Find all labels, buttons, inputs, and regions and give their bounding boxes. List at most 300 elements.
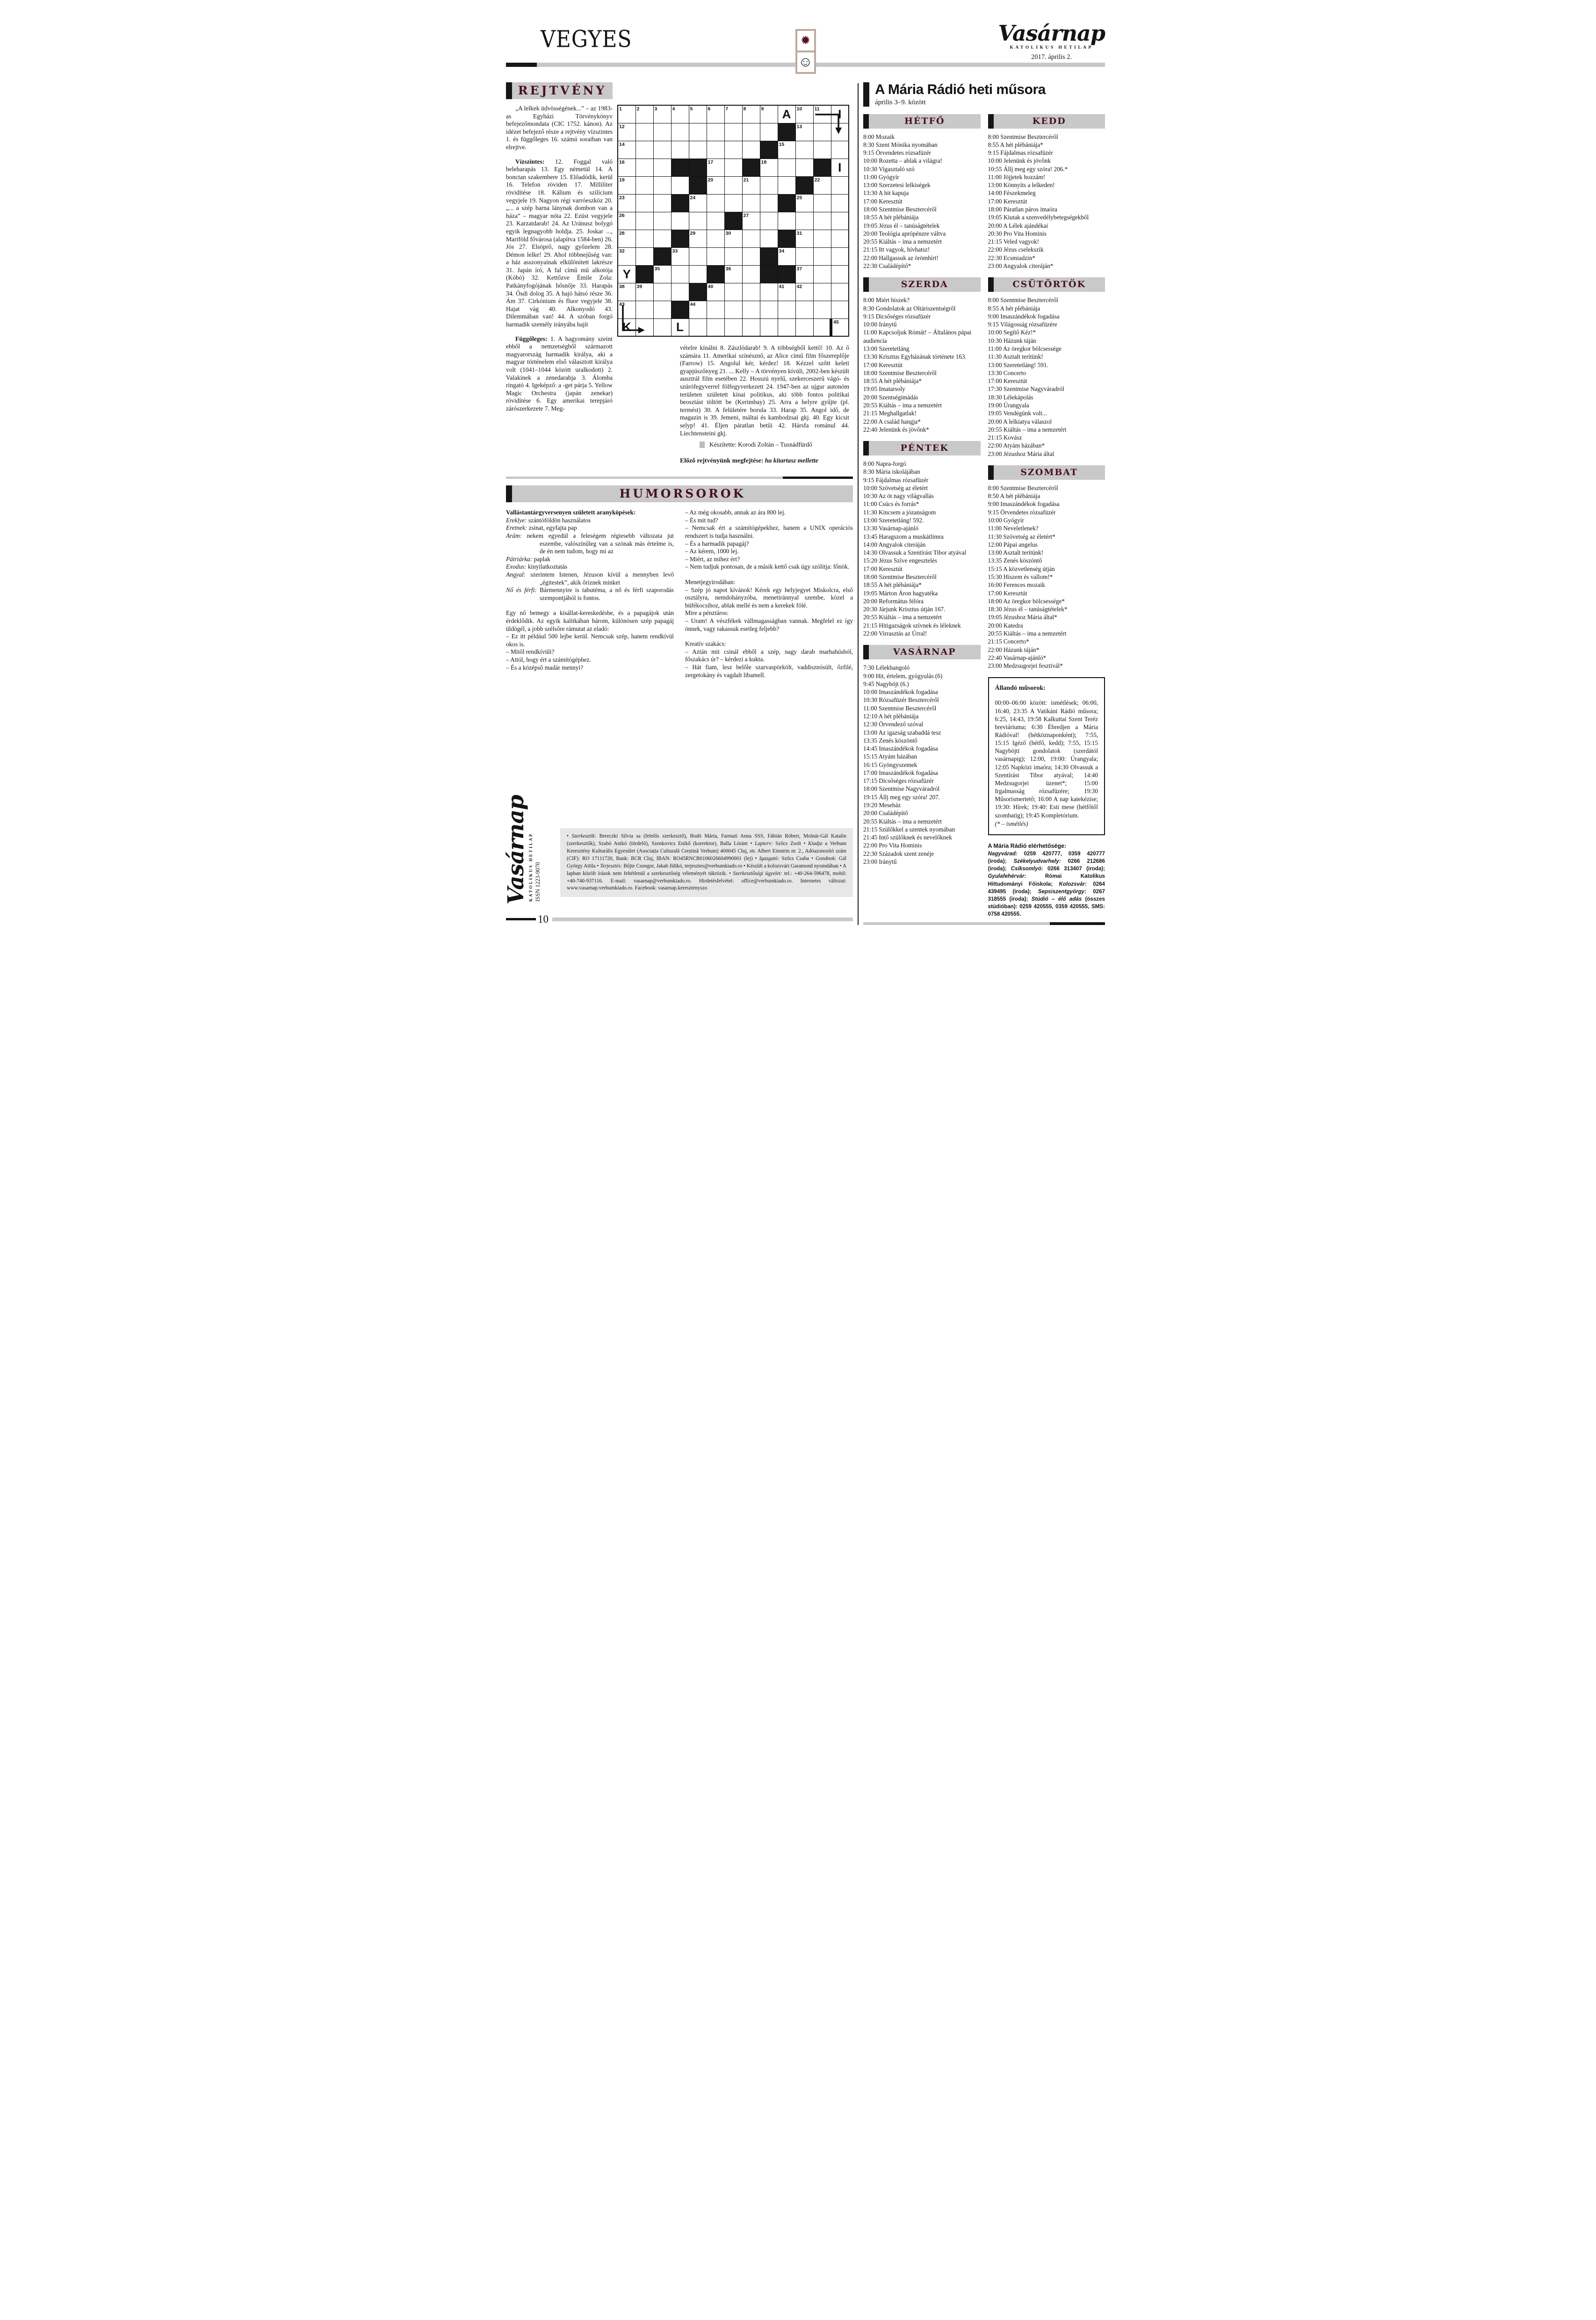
- cell-number: 15: [779, 141, 785, 147]
- cell-letter: L: [676, 320, 684, 334]
- crossword-cell: [724, 230, 742, 247]
- paragraph: [685, 664, 853, 679]
- humor-columns: [506, 509, 853, 679]
- crossword-black-cell: [760, 247, 778, 265]
- rejtveny-body: [506, 105, 853, 464]
- day-name: SZERDA: [901, 279, 948, 290]
- crossword-cell: [831, 141, 849, 159]
- crossword-cell: [742, 301, 760, 318]
- crossword-row: [618, 123, 849, 141]
- crossword-black-cell: [689, 176, 707, 194]
- crossword-row: [618, 212, 849, 230]
- radio-subtitle: április 3–9. között: [875, 98, 926, 106]
- day-name: HÉTFŐ: [904, 116, 945, 126]
- crossword-cell: [618, 141, 636, 159]
- schedule-item: 23:00 Iránytű: [863, 858, 897, 865]
- crossword-cell: [724, 194, 742, 212]
- crossword-row: [618, 301, 849, 318]
- schedule-item: 21:15 Kovász: [988, 434, 1022, 441]
- crossword-cell: [742, 176, 760, 194]
- crossword-cell: [813, 318, 831, 336]
- crossword-black-cell: [778, 194, 795, 212]
- cell-number: 25: [796, 195, 802, 201]
- text-run: Exodus:: [506, 563, 527, 571]
- crossword-cell: [689, 105, 707, 123]
- crossword-cell: [742, 141, 760, 159]
- page-number: 10: [538, 913, 549, 925]
- crossword-cell: [742, 230, 760, 247]
- crossword-row: [618, 141, 849, 159]
- crossword-cell: [760, 318, 778, 336]
- crossword-cell: [831, 318, 849, 336]
- crossword-black-cell: [742, 159, 760, 176]
- crossword-cell: [760, 194, 778, 212]
- schedule-item: 9:00 Hit, értelem, gyógyulás (6): [863, 672, 943, 679]
- page-number-dash: [506, 918, 536, 920]
- crossword-cell: [742, 283, 760, 301]
- crossword-cell: [778, 301, 795, 318]
- header-accent-bar: [506, 82, 512, 99]
- crossword-cell: [778, 159, 795, 176]
- cell-number: 29: [690, 230, 696, 236]
- crossword-cell: [636, 301, 653, 318]
- schedule-item: 15:15 A közvetlenség útján: [988, 565, 1055, 572]
- schedule-item: 13:35 Zenés köszöntő: [863, 737, 917, 744]
- crossword-cell: [636, 141, 653, 159]
- header-accent-bar: [988, 277, 994, 292]
- schedule-item: 18:00 Szentmise Besztercéről: [863, 369, 937, 376]
- solution-label: Előző rejtvényünk megfejtése:: [680, 457, 765, 464]
- text-run: zsinat, egyfajta pap: [527, 524, 577, 532]
- schedule-item: 20:55 Kiáltás – ima a nemzetért: [863, 614, 942, 621]
- separator-gray: [506, 477, 783, 479]
- crossword-cell: [742, 212, 760, 230]
- clues-continued: [680, 344, 849, 437]
- byline-square-icon: [700, 441, 705, 448]
- schedule-item: 8:00 Szentmise Besztercéről: [988, 296, 1058, 304]
- text-run: Vízszintes:: [515, 158, 555, 165]
- crossword-cell: [689, 212, 707, 230]
- text-run: a Verbum Keresztény Kulturális Egyesület (Asociația Culturală Creștină Verbum) 400045 Cluj, str. Albert Einstein nr. 2., Adóazonosító szám (CIF): RO 17111720, Bank: BCR Cluj, IBAN: RO45RNCB0106026604990001 (lej) •: [567, 840, 847, 861]
- crossword-cell: [653, 265, 671, 283]
- schedule-item: 11:00 Kapcsoljuk Rómát! – Általános pápai audiencia: [863, 329, 972, 344]
- schedule-item: 22:40 Jelenünk és jövőnk*: [863, 426, 930, 433]
- cell-number: 9: [761, 106, 764, 112]
- schedule-item: 18:00 Páratlan páros imaóra: [988, 206, 1057, 213]
- schedule-item: 13:00 Szerzetesi lelkiségek: [863, 181, 931, 189]
- crossword-cell: [618, 105, 636, 123]
- crossword-cell: [689, 247, 707, 265]
- schedule-item: 22:30 Ecsmiadzin*: [988, 254, 1035, 261]
- schedule-item: 20:30 Pro Vita Hominis: [988, 230, 1047, 237]
- crossword-cell: [795, 230, 813, 247]
- radio-section: [863, 82, 1105, 925]
- crossword-cell: [831, 265, 849, 283]
- schedule-item: 8:00 Szentmise Besztercéről: [988, 133, 1058, 140]
- day-schedule-kedd: [988, 114, 1105, 270]
- schedule-item: 14:30 Olvassuk a Szentírást Tibor atyával: [863, 549, 967, 557]
- cell-number: 5: [690, 106, 693, 112]
- schedule-item: 16:00 Ferences mozaik: [988, 581, 1045, 589]
- schedule-item: 10:00 Szövetség az életért: [863, 484, 928, 491]
- page-number-rule: [552, 918, 853, 921]
- schedule-item: 18:30 Jézus él – tanúságtételek*: [988, 606, 1068, 613]
- text-run: – Uram! A vészfékek vállmagasságban vannak. Megfelel ez így önnek, vagy rakassuk esetleg feljebb?: [685, 617, 853, 632]
- schedule-item: 13:30 A hit kapuja: [863, 189, 909, 197]
- paragraph: [685, 517, 853, 525]
- paragraph: [685, 563, 853, 571]
- crossword-cell: [707, 123, 724, 141]
- masthead: [506, 16, 1105, 78]
- crossword-cell: [813, 283, 831, 301]
- crossword-cell: [671, 283, 689, 301]
- crossword-cell: [636, 230, 653, 247]
- crossword-row: [618, 105, 849, 123]
- paragraph: [506, 105, 613, 152]
- cell-letter: K: [622, 320, 631, 334]
- schedule-item: 22:30 Családépítő*: [863, 262, 911, 269]
- text-run: Csíksomlyó:: [1011, 866, 1043, 872]
- text-run: Mire a pénztáros:: [685, 609, 729, 617]
- contact-title: A Mária Rádió elérhetősége:: [988, 842, 1067, 849]
- cell-number: 12: [619, 123, 625, 130]
- day-header-bar: [988, 114, 1105, 129]
- crossword-cell: [671, 247, 689, 265]
- cell-number: 7: [725, 106, 729, 112]
- schedule-item: 23:00 Jézushoz Mária által: [988, 450, 1054, 457]
- crossword-cell: [707, 212, 724, 230]
- cell-number: 18: [761, 159, 767, 165]
- cell-letter: I: [838, 160, 842, 174]
- text-run: 0266 313407 (iroda);: [1043, 866, 1105, 872]
- paragraph: [685, 648, 853, 664]
- schedule-item: 17:00 Keresztút: [863, 197, 903, 205]
- crossword-cell: [724, 123, 742, 141]
- schedule-item: 10:00 Gyógyír: [988, 517, 1024, 524]
- crossword-cell: [778, 176, 795, 194]
- schedule-item: 16:15 Gyöngyszemek: [863, 761, 917, 768]
- previous-solution: [680, 457, 849, 464]
- cell-number: 26: [619, 212, 625, 218]
- schedule-item: 22:40 Vasárnap-ajánló*: [988, 654, 1047, 661]
- crossword-cell: [760, 176, 778, 194]
- schedule-item: 20:55 Kiáltás – ima a nemzetért: [988, 629, 1067, 637]
- schedule-item: 10:00 Imaszándékok fogadása: [863, 688, 938, 696]
- crossword-cell: [813, 141, 831, 159]
- text-run: – Aztán mit csinál ebből a szép, nagy darab marhahúsból, főszakács úr? – kérdezi a kukta.: [685, 648, 853, 663]
- header-accent-bar: [988, 465, 994, 480]
- crossword-black-cell: [689, 159, 707, 176]
- crossword-cell: [671, 212, 689, 230]
- text-run: 0267 318555 (iroda);: [988, 888, 1105, 903]
- contact-block: [988, 843, 1105, 918]
- crossword-cell: [653, 123, 671, 141]
- text-run: Nagyvárad:: [988, 850, 1018, 857]
- imprint-text: [567, 833, 846, 892]
- cell-number: 45: [833, 319, 839, 325]
- schedule-item: 17:00 Keresztút: [988, 589, 1027, 597]
- crossword-cell: [671, 123, 689, 141]
- schedule-item: 18:55 A hét plébániája*: [863, 581, 922, 589]
- crossword-cell: [618, 159, 636, 176]
- cell-number: 32: [619, 248, 625, 254]
- radio-column-right: [988, 114, 1105, 918]
- schedule-item: 11:30 Kincsem a józanságom: [863, 508, 936, 516]
- schedule-item: 13:45 Haragszom a muskátlimra: [863, 533, 944, 540]
- crossword-black-cell: [760, 141, 778, 159]
- schedule-item: 8:50 A hét plébániája: [988, 492, 1040, 500]
- radio-column-left: [863, 114, 981, 918]
- day-header-bar: [863, 645, 981, 659]
- crossword-cell: [689, 230, 707, 247]
- crossword-cell: [831, 105, 849, 123]
- crossword-cell: [742, 194, 760, 212]
- text-run: Bőjte Csongor, Jakab Ildikó, terjesztes@verbumkiado.ro • Készült a kolozsvári Garamond nyomdában • A lapban közölt írások nem feltétlenül a szerkesztőség véleményét tükrözik. •: [567, 863, 846, 876]
- crossword-cell: [813, 176, 831, 194]
- crossword-row: [618, 283, 849, 301]
- crossword-cell: [689, 141, 707, 159]
- crossword-cell: [707, 247, 724, 265]
- schedule-item: 10:00 Rozetta – ablak a világra!: [863, 157, 942, 165]
- schedule-item: 21:15 Itt vagyok, hívhatsz!: [863, 246, 930, 253]
- day-schedule-vasárnap: [863, 645, 981, 866]
- day-items: [863, 460, 981, 637]
- humor-section: [506, 485, 853, 679]
- schedule-item: 11:00 Szentmise Besztercéről: [863, 704, 937, 712]
- crossword-black-cell: [671, 159, 689, 176]
- paragraph: [506, 609, 674, 633]
- crossword-grid: [617, 105, 850, 337]
- section-separator-rule: [506, 477, 853, 479]
- crossword-black-cell: [707, 265, 724, 283]
- newspaper-page: [479, 0, 1117, 933]
- text-run: Szőcs Csaba •: [779, 855, 816, 861]
- crossword-cell: [778, 212, 795, 230]
- paragraph: [685, 586, 853, 610]
- schedule-item: 9:15 Dicsőséges rózsafüzér: [863, 312, 931, 320]
- crossword-cell: [707, 159, 724, 176]
- crossword-cell: [760, 230, 778, 247]
- schedule-item: 21:45 Intő szülőknek és nevelőknek: [863, 834, 952, 841]
- crossword-cell: [618, 283, 636, 301]
- schedule-item: 20:30 Járjunk Krisztus útján 167.: [863, 606, 946, 613]
- crossword-row: [618, 159, 849, 176]
- text-run: Eretnek:: [506, 524, 527, 532]
- paragraph: [685, 556, 853, 564]
- text-run: Pátriárka:: [506, 555, 533, 563]
- schedule-item: 8:55 A hét plébániája: [988, 304, 1040, 312]
- crossword-cell: [795, 105, 813, 123]
- cell-number: 10: [796, 106, 802, 112]
- crossword-cell: [653, 176, 671, 194]
- paragraph: [685, 548, 853, 556]
- schedule-item: 10:30 Vigasztaló szó: [863, 165, 915, 173]
- crossword-cell: [795, 212, 813, 230]
- paragraph: [506, 158, 613, 329]
- paragraph: [506, 586, 674, 602]
- text-run: Szerkesztik:: [571, 833, 597, 839]
- crossword-cell: [707, 141, 724, 159]
- paragraph: [506, 633, 674, 648]
- bottom-rule-gray: [863, 922, 1050, 925]
- crossword-cell: [653, 141, 671, 159]
- schedule-item: 18:00 Szentmise Besztercéről: [863, 573, 937, 580]
- paragraph: [506, 563, 674, 571]
- rejtveny-title: REJTVÉNY: [518, 84, 607, 97]
- crossword-black-cell: [671, 230, 689, 247]
- cell-number: 40: [708, 283, 714, 289]
- day-name: KEDD: [1032, 116, 1066, 126]
- brand-subtitle: KATOLIKUS HETILAP: [1010, 45, 1093, 50]
- schedule-item: 17:00 Keresztút: [863, 565, 903, 572]
- schedule-item: 21:15 Hitigazságok szívnek és léleknek: [863, 622, 961, 629]
- text-run: kinyilatkoztatás: [526, 563, 568, 571]
- schedule-item: 15:20 Jézus Szíve engesztelés: [863, 557, 937, 564]
- text-run: szerintem Istenen, Jézuson kívül a mennyben levő „égitestek”, akik őriznek minket: [526, 571, 674, 586]
- humor-column-2: [685, 509, 853, 679]
- schedule-item: 22:00 Házunk táján*: [988, 646, 1040, 653]
- cell-number: 44: [690, 301, 696, 307]
- schedule-item: 20:55 Kiáltás – ima a nemzetért: [863, 238, 942, 246]
- text-run: – Az még okosabb, annak az ára 800 lej.: [685, 509, 786, 516]
- paragraph: [506, 509, 674, 517]
- humor-column-1: [506, 509, 674, 679]
- schedule-item: 20:55 Kiáltás – ima a nemzetért: [863, 401, 942, 409]
- crossword-cell: [724, 265, 742, 283]
- separator-black: [783, 477, 853, 479]
- humor-header-bar: [506, 485, 853, 502]
- day-header-bar: [863, 114, 981, 129]
- day-header-bar: [863, 277, 981, 292]
- text-run: Igazgató:: [759, 855, 780, 861]
- schedule-item: 21:15 Veled vagyok!: [988, 238, 1040, 246]
- schedule-item: 11:00 Jöjjetek hozzám!: [988, 173, 1046, 181]
- header-accent-bar: [863, 114, 869, 129]
- text-run: Függőleges:: [515, 335, 550, 342]
- header-accent-bar: [988, 114, 994, 129]
- day-name: SZOMBAT: [1020, 467, 1078, 477]
- radio-columns: [863, 114, 1105, 918]
- paragraph: [685, 509, 853, 517]
- schedule-item: 13:00 Az igazság szabaddá tesz: [863, 729, 941, 736]
- crossword-cell: [795, 123, 813, 141]
- crossword-cell: [795, 318, 813, 336]
- radio-title: A Mária Rádió heti műsora: [875, 82, 1046, 97]
- text-run: Bereczki Silvia sa (felelős szerkesztő), Bodó Márta, Farmati Anna SSS, Fábián Róbert, Molnár-Gál Katalin (szerkesztők), Szabó Anikó (tördelő), Szenkovics Enikő (korrektor), Balla Lóránt •: [567, 833, 846, 846]
- crossword-cell: [742, 123, 760, 141]
- schedule-item: 10:30 Az öt nagy világvallás: [863, 492, 934, 500]
- text-run: Lapterv:: [755, 840, 773, 846]
- schedule-item: 9:00 Imaszándékok fogadása: [988, 312, 1060, 320]
- crossword-cell: [813, 105, 831, 123]
- schedule-item: 11:30 Asztalt terítünk!: [988, 353, 1043, 361]
- cell-number: 20: [708, 177, 714, 183]
- text-run: – Ez itt például 500 lejbe kerül. Nemcsak szép, hanem rendkívül okos is.: [506, 633, 674, 648]
- crossword-cell: [618, 123, 636, 141]
- crossword-cell: [778, 318, 795, 336]
- text-run: – Nemcsak ért a számítógépekhez, hanem a UNIX operációs rendszert is tudja használni.: [685, 524, 853, 539]
- crossword-cell: [724, 318, 742, 336]
- schedule-item: 17:00 Imaszándékok fogadása: [863, 769, 938, 776]
- schedule-item: 17:00 Keresztút: [988, 197, 1027, 205]
- schedule-item: 10:30 Házunk táján: [988, 337, 1036, 344]
- schedule-item: 19:05 Vendégünk volt...: [988, 410, 1047, 417]
- crossword-cell: [778, 141, 795, 159]
- schedule-item: 13:35 Zenés köszöntő: [988, 557, 1042, 564]
- crossword-cell: [831, 123, 849, 141]
- crossword-cell: [636, 318, 653, 336]
- crossword-cell: [831, 230, 849, 247]
- schedule-item: 20:00 A Lélek ajándékai: [988, 222, 1048, 229]
- schedule-item: 20:00 Családépítő: [863, 809, 908, 817]
- crossword-cell: [831, 176, 849, 194]
- text-run: •: [567, 833, 572, 839]
- cell-letter: Y: [622, 267, 631, 281]
- crossword-black-cell: [778, 230, 795, 247]
- cell-letter: I: [838, 107, 842, 121]
- bottom-rule-black: [1050, 922, 1105, 925]
- header-accent-bar: [863, 441, 869, 455]
- crossword-cell: [795, 247, 813, 265]
- schedule-item: 12:10 A hét plébániája: [863, 712, 919, 720]
- imprint-issn: ISSN 1223-9070: [534, 862, 541, 902]
- crossword-black-cell: [636, 265, 653, 283]
- schedule-item: 19:05 Imatarsoly: [863, 385, 905, 393]
- imprint-footer: [503, 795, 853, 904]
- crossword-cell: [724, 159, 742, 176]
- text-run: Sepsiszentgyörgy:: [1038, 888, 1086, 895]
- schedule-item: 13:00 Szeretetláng! 592.: [863, 517, 924, 524]
- issue-date: 2017. április 2.: [1031, 53, 1072, 61]
- schedule-item: 20:55 Kiáltás – ima a nemzetért: [863, 817, 942, 825]
- text-run: Gál György Attila •: [567, 855, 846, 869]
- radio-header: [863, 82, 1105, 107]
- cell-letter: A: [782, 107, 791, 121]
- crossword-cell: [653, 105, 671, 123]
- crossword-cell: [813, 265, 831, 283]
- schedule-item: 14:00 Angyalok citeráján: [863, 541, 926, 548]
- rejtveny-header-bar: [506, 82, 613, 99]
- crossword-byline: [680, 441, 849, 448]
- cell-number: 14: [619, 141, 625, 147]
- crossword-cell: [707, 105, 724, 123]
- crossword-cell: [778, 105, 795, 123]
- cell-number: 1: [619, 106, 622, 112]
- crossword-cell: [707, 194, 724, 212]
- crossword-cell: [724, 283, 742, 301]
- schedule-item: 18:55 A hét plébániája*: [863, 377, 922, 385]
- crossword-cell: [760, 159, 778, 176]
- text-run: – Miért, az mihez ért?: [685, 555, 740, 563]
- cell-number: 34: [779, 248, 785, 254]
- crossword-cell: [831, 247, 849, 265]
- text-run: – Szép jó napot kívánok! Kérek egy helyjegyet Miskolcra, első osztályra, nemdohányzóba, menetiránnyal szembe, közel a büfékocsihoz, ablak mellé és nem a kerekek fölé.: [685, 586, 853, 609]
- crossword-cell: [636, 105, 653, 123]
- crossword-section: [506, 82, 853, 464]
- crossword-black-cell: [778, 265, 795, 283]
- schedule-item: 13:00 Asztalt terítünk!: [988, 549, 1044, 557]
- schedule-item: 17:00 Keresztút: [863, 361, 903, 369]
- radio-right-days: [988, 114, 1105, 670]
- crossword-cell: [671, 318, 689, 336]
- crossword-row: [618, 265, 849, 283]
- crossword-cell: [653, 194, 671, 212]
- crossword-cell: [653, 159, 671, 176]
- header-accent-bar: [863, 277, 869, 292]
- crossword-cell: [671, 265, 689, 283]
- text-run: – Nem tudjuk pontosan, de a másik kettő csak úgy szólítja: főnök.: [685, 563, 850, 571]
- schedule-item: 10:30 Rózsafüzér Besztercéről: [863, 696, 939, 704]
